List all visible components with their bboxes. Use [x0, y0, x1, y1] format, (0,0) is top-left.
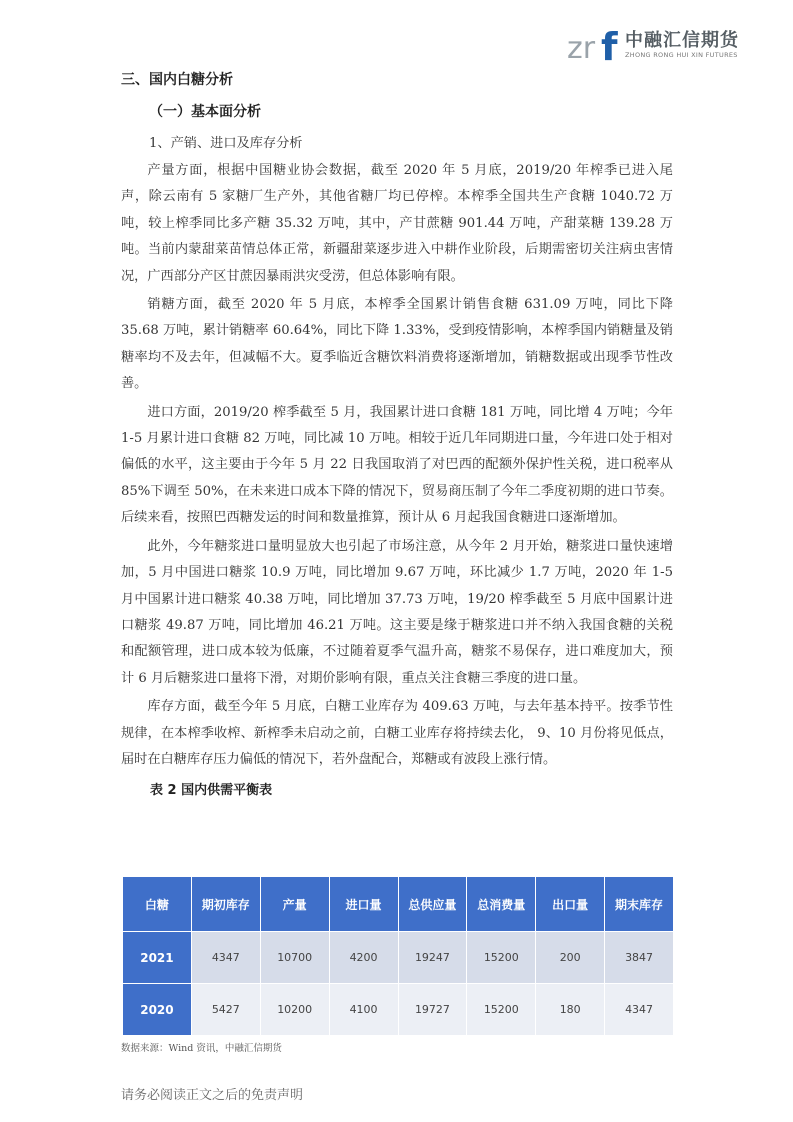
- header-cell: 进口量: [329, 877, 398, 932]
- header-cell: 总供应量: [398, 877, 467, 932]
- disclaimer-footer: 请务必阅读正文之后的免责声明: [121, 1088, 304, 1103]
- row-year-cell: 2021: [123, 932, 192, 984]
- table-header-row: [123, 877, 674, 932]
- header-cell: 产量: [260, 877, 329, 932]
- document-body: [121, 68, 673, 798]
- paragraph-production: 产量方面，根据中国糖业协会数据，截至 2020 年 5 月底，2019/20 年榨季已进入尾声，除云南有 5 家糖厂生产外，其他省糖厂均已停榨。本榨季全国共生产食糖 1040.72 万吨，较上榨季同比多产糖 35.32 万吨，其中，产甘蔗糖 901.44 万吨，产甜菜糖 139.28 万吨。当前内蒙甜菜苗情总体正常，新疆甜菜逐步进入中耕作业阶段，后期需密切关注病虫害情况，广西部分产区甘蔗因暴雨洪灾受涝，但总体影响有限。: [121, 163, 673, 284]
- header-cell: 出口量: [536, 877, 605, 932]
- table-cell: 10700: [260, 932, 329, 984]
- section-heading: 三、国内白糖分析: [121, 72, 233, 88]
- header-cell: 白糖: [123, 877, 192, 932]
- logo-name-cn: 中融汇信期货: [625, 30, 739, 51]
- paragraph-inventory: 库存方面，截至今年 5 月底，白糖工业库存为 409.63 万吨，与去年基本持平。按季节性规律，在本榨季收榨、新榨季未启动之前，白糖工业库存将持续去化， 9、10 月份将见低点，届时在白糖库存压力偏低的情况下，若外盘配合，郑糖或有波段上涨行情。: [121, 699, 673, 767]
- paragraph-sales: 销糖方面，截至 2020 年 5 月底，本榨季全国累计销售食糖 631.09 万吨，同比下降 35.68 万吨，累计销糖率 60.64%，同比下降 1.33%，受到疫情影响，本榨季国内销糖量及销糖率均不及去年，但减幅不大。夏季临近含糖饮料消费将逐渐增加，销糖数据或出现季节性改善。: [121, 297, 673, 392]
- supply-demand-table: [122, 876, 674, 1036]
- table-cell: 180: [536, 984, 605, 1036]
- table-caption: 表 2 国内供需平衡表: [150, 783, 273, 799]
- paragraph-imports: 进口方面，2019/20 榨季截至 5 月，我国累计进口食糖 181 万吨，同比增 4 万吨；今年 1-5 月累计进口食糖 82 万吨，同比减 10 万吨。相较于近几年同期进口量，今年进口处于相对偏低的水平，这主要由于今年 5 月 22 日我国取消了对巴西的配额外保护性关税，进口税率从 85%下调至 50%，在未来进口成本下降的情况下，贸易商压制了今年二季度初期的进口节奏。后续来看，按照巴西糖发运的时间和数量推算，预计从 6 月起我国食糖进口逐渐增加。: [121, 404, 673, 526]
- table-cell: 4347: [605, 984, 674, 1036]
- table-cell: 10200: [260, 984, 329, 1036]
- table-cell: 5427: [191, 984, 260, 1036]
- table-row: [123, 984, 674, 1036]
- data-source-note: 数据来源：Wind 资讯，中融汇信期货: [121, 1043, 282, 1054]
- header-cell: 总消费量: [467, 877, 536, 932]
- svg-text:f: f: [601, 25, 618, 66]
- table-cell: 19247: [398, 932, 467, 984]
- svg-text:zr: zr: [567, 31, 596, 66]
- table-cell: 15200: [467, 932, 536, 984]
- table-cell: 4347: [191, 932, 260, 984]
- paragraph-syrup: 此外，今年糖浆进口量明显放大也引起了市场注意，从今年 2 月开始，糖浆进口量快速增加，5 月中国进口糖浆 10.9 万吨，同比增加 9.67 万吨，环比减少 1.7 万吨，2020 年 1-5 月中国累计进口糖浆 40.38 万吨，同比增加 37.73 万吨，19/20 榨季截至 5 月底中国累计进口糖浆 49.87 万吨，同比增加 46.21 万吨。这主要是缘于糖浆进口并不纳入我国食糖的关税和配额管理，进口成本较为低廉，不过随着夏季气温升高，糖浆不易保存，进口难度加大，预计 6 月后糖浆进口量将下滑，对期价影响有限，重点关注食糖三季度的进口量。: [121, 538, 673, 686]
- row-year-cell: 2020: [123, 984, 192, 1036]
- table-cell: 4200: [329, 932, 398, 984]
- table-cell: 3847: [605, 932, 674, 984]
- table-cell: 200: [536, 932, 605, 984]
- table-cell: 4100: [329, 984, 398, 1036]
- table-cell: 19727: [398, 984, 467, 1036]
- table-row: [123, 932, 674, 984]
- subsection-heading: （一）基本面分析: [149, 104, 261, 120]
- logo-name-en: ZHONG RONG HUI XIN FUTURES: [625, 51, 738, 59]
- company-logo: [567, 24, 757, 66]
- table-cell: 15200: [467, 984, 536, 1036]
- sub-subsection-heading: 1、产销、进口及库存分析: [149, 136, 303, 151]
- header-cell: 期末库存: [605, 877, 674, 932]
- header-cell: 期初库存: [191, 877, 260, 932]
- zrf-logo-mark: [567, 24, 623, 66]
